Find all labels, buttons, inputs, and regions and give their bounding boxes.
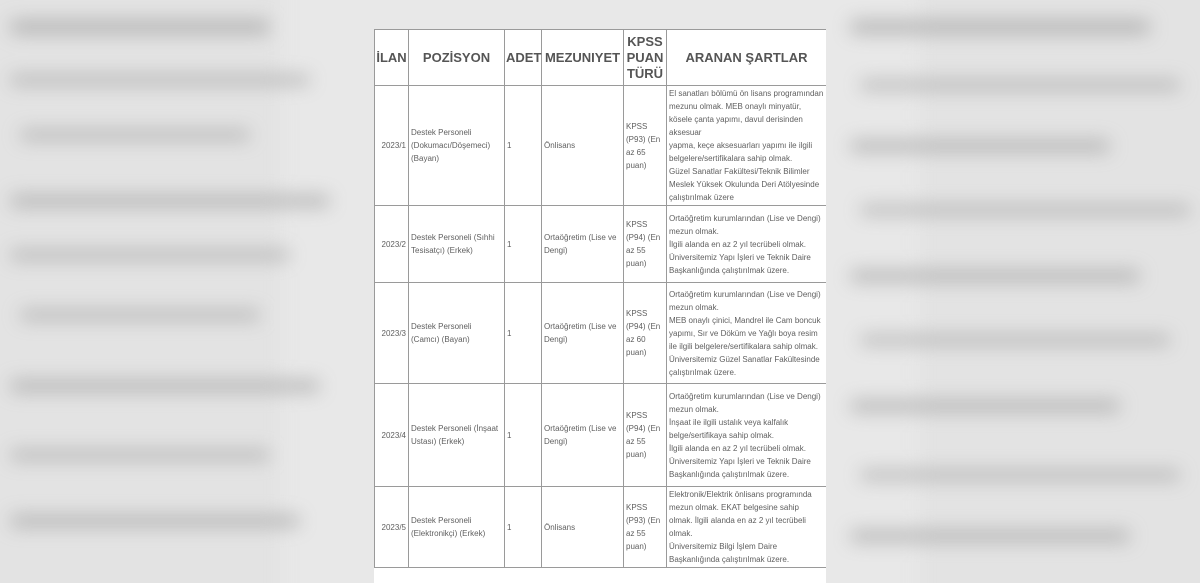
cell-aranan-sartlar: Ortaöğretim kurumlarından (Lise ve Dengi) mezun olmak. İnşaat ile ilgili ustalık veya kalfalık belge/sertifikaya sahip olmak. İlgili alanda en az 2 yıl tecrübeli olmak. Üniversitemiz Yapı İşleri ve Teknik Daire Başkanlığında çalıştırılmak üzere.: [667, 384, 827, 487]
cell-mezuniyet: Ortaöğretim (Lise ve Dengi): [542, 206, 624, 283]
table-row: [375, 86, 827, 206]
cell-pozisyon: Destek Personeli (Dokumacı/Döşemeci) (Bayan): [409, 86, 505, 206]
cell-pozisyon: Destek Personeli (Elektronikçi) (Erkek): [409, 487, 505, 568]
header-ilan: İLAN: [375, 30, 409, 86]
cell-aranan-sartlar: El sanatları bölümü ön lisans programından mezunu olmak. MEB onaylı minyatür, kösele çanta yapımı, davul derisinden aksesuar yapma, keçe aksesuarları yapımı ile ilgili belgelere/sertifikalara sahip olmak. Güzel Sanatlar Fakültesi/Teknik Bilimler Meslek Yüksek Okulunda Deri Atölyesinde çalıştırılmak üzere: [667, 86, 827, 206]
cell-adet: 1: [505, 487, 542, 568]
cell-kpss: KPSS (P94) (En az 55 puan): [624, 206, 667, 283]
cell-ilan: 2023/3: [375, 283, 409, 384]
cell-aranan-sartlar: Elektronik/Elektrik önlisans programında mezun olmak. EKAT belgesine sahip olmak. İlgili alanda en az 2 yıl tecrübeli olmak. Üniversitemiz Bilgi İşlem Daire Başkanlığında çalıştırılmak üzere.: [667, 487, 827, 568]
header-aranan-sartlar: ARANAN ŞARTLAR: [667, 30, 827, 86]
cell-ilan: 2023/4: [375, 384, 409, 487]
cell-mezuniyet: Ortaöğretim (Lise ve Dengi): [542, 384, 624, 487]
header-adet: ADET: [505, 30, 542, 86]
cell-ilan: 2023/2: [375, 206, 409, 283]
header-mezuniyet: MEZUNIYET: [542, 30, 624, 86]
cell-adet: 1: [505, 86, 542, 206]
cell-kpss: KPSS (P94) (En az 55 puan): [624, 384, 667, 487]
table-row: [375, 384, 827, 487]
header-kpss-puan-turu: KPSS PUAN TÜRÜ: [624, 30, 667, 86]
table-row: [375, 487, 827, 568]
job-listing-table: [374, 29, 826, 568]
table-header-row: [375, 30, 827, 86]
cell-kpss: KPSS (P94) (En az 60 puan): [624, 283, 667, 384]
cell-pozisyon: Destek Personeli (Sıhhi Tesisatçı) (Erkek): [409, 206, 505, 283]
cell-kpss: KPSS (P93) (En az 55 puan): [624, 487, 667, 568]
table-row: [375, 206, 827, 283]
cell-aranan-sartlar: Ortaöğretim kurumlarından (Lise ve Dengi) mezun olmak. MEB onaylı çinici, Mandrel ile Cam boncuk yapımı, Sır ve Döküm ve Yağlı boya resim ile ilgili belgelere/sertifikalara sahip olmak. Üniversitemiz Güzel Sanatlar Fakültesinde çalıştırılmak üzere.: [667, 283, 827, 384]
header-pozisyon: POZİSYON: [409, 30, 505, 86]
cell-ilan: 2023/1: [375, 86, 409, 206]
job-listing-document: [374, 29, 826, 583]
table-row: [375, 283, 827, 384]
cell-aranan-sartlar: Ortaöğretim kurumlarından (Lise ve Dengi) mezun olmak. İlgili alanda en az 2 yıl tecrübeli olmak. Üniversitemiz Yapı İşleri ve Teknik Daire Başkanlığında çalıştırılmak üzere.: [667, 206, 827, 283]
cell-mezuniyet: Önlisans: [542, 487, 624, 568]
cell-ilan: 2023/5: [375, 487, 409, 568]
cell-adet: 1: [505, 206, 542, 283]
cell-mezuniyet: Ortaöğretim (Lise ve Dengi): [542, 283, 624, 384]
cell-mezuniyet: Önlisans: [542, 86, 624, 206]
cell-adet: 1: [505, 384, 542, 487]
cell-pozisyon: Destek Personeli (Camcı) (Bayan): [409, 283, 505, 384]
cell-kpss: KPSS (P93) (En az 65 puan): [624, 86, 667, 206]
cell-pozisyon: Destek Personeli (İnşaat Ustası) (Erkek): [409, 384, 505, 487]
cell-adet: 1: [505, 283, 542, 384]
